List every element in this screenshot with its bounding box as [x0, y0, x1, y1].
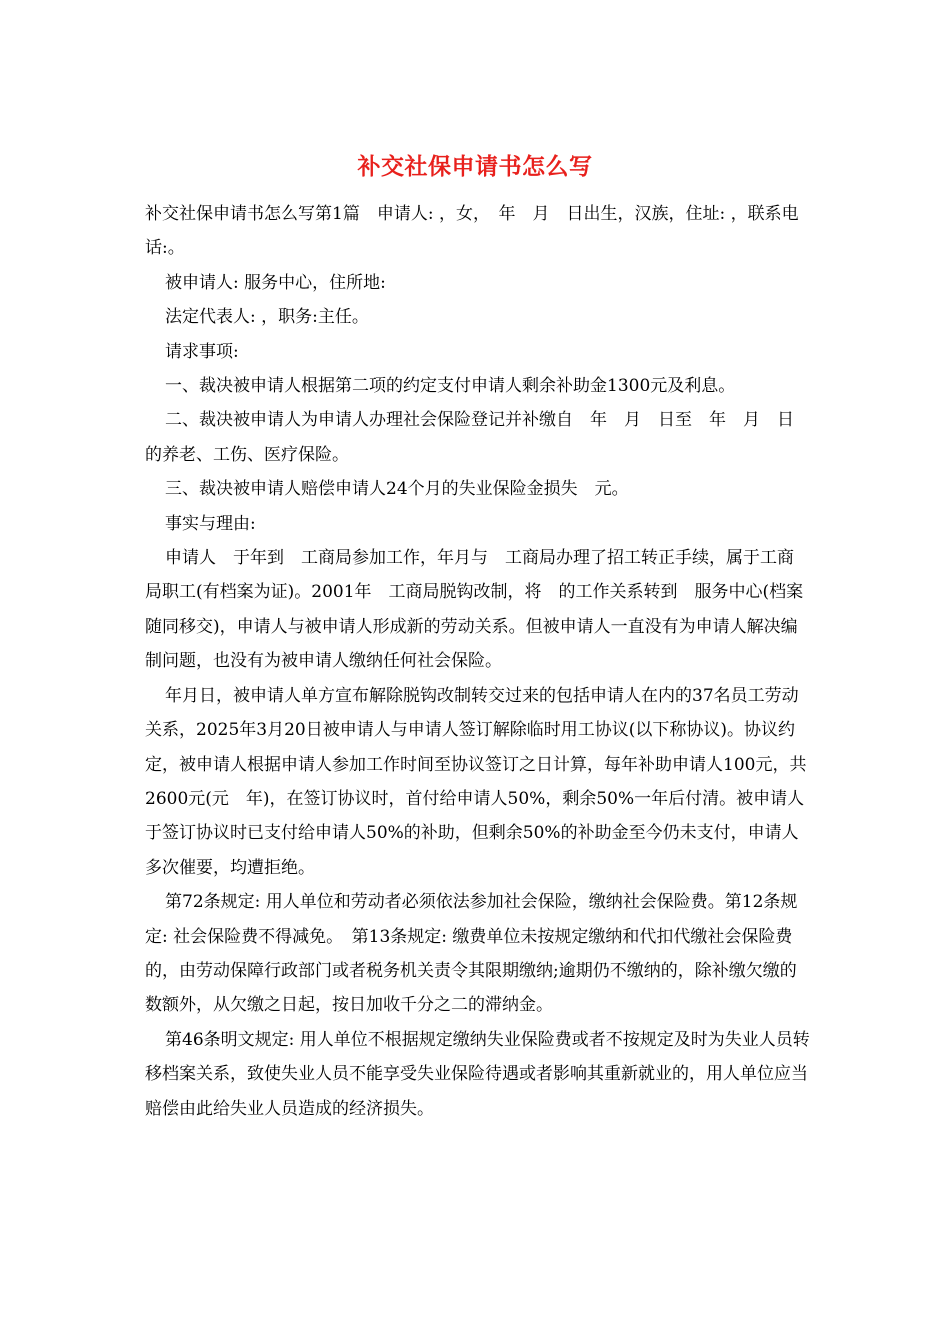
- paragraph-claim-1: 一、裁决被申请人根据第二项的约定支付申请人剩余补助金1300元及利息。: [165, 376, 736, 397]
- paragraph-facts-1: 申请人 于年到 工商局参加工作，年月与 工商局办理了招工转正手续，属于工商局职工(有档案为证)。2001年 工商局脱钩改制，将 的工作关系转到 服务中心(档案随同移交)，申请人与被申请人形成新的劳动关系。但被申请人一直没有为申请人解决编制问题，也没有为被申请人缴纳任何社会保险。: [145, 548, 804, 672]
- paragraph-intro: 补交社保申请书怎么写第1篇 申请人: ，女， 年 月 日出生，汉族，住址: ，联系电话:。: [145, 204, 799, 259]
- paragraph-legal-representative: 法定代表人: ，职务:主任。: [165, 307, 369, 328]
- paragraph-claim-3: 三、裁决被申请人赔偿申请人24个月的失业保险金损失 元。: [165, 479, 629, 500]
- paragraph-law-46: 第46条明文规定: 用人单位不根据规定缴纳失业保险费或者不按规定及时为失业人员转移档案关系，致使失业人员不能享受失业保险待遇或者影响其重新就业的，用人单位应当赔偿由此给失业人员造成的经济损失。: [145, 1029, 810, 1119]
- paragraph-law-72: 第72条规定: 用人单位和劳动者必须依法参加社会保险，缴纳社会保险费。第12条规定: 社会保险费不得减免。 第13条规定: 缴费单位未按规定缴纳和代扣代缴社会保险费的，由劳动保障行政部门或者税务机关责令其限期缴纳;逾期仍不缴纳的，除补缴欠缴的数额外，从欠缴之日起，按日加收千分之二的滞纳金。: [145, 892, 798, 1016]
- paragraph-respondent: 被申请人: 服务中心，住所地:: [165, 272, 386, 293]
- document-body: [145, 197, 810, 1126]
- paragraph-claims-heading: 请求事项:: [165, 341, 239, 362]
- paragraph-facts-2: 年月日，被申请人单方宣布解除脱钩改制转交过来的包括申请人在内的37名员工劳动关系，2025年3月20日被申请人与申请人签订解除临时用工协议(以下称协议)。协议约定，被申请人根据申请人参加工作时间至协议签订之日计算，每年补助申请人100元，共2600元(元 年)，在签订协议时，首付给申请人50%，剩余50%一年后付清。被申请人于签订协议时已支付给申请人50%的补助，但剩余50%的补助金至今仍未支付，申请人多次催要，均遭拒绝。: [145, 685, 807, 878]
- paragraph-facts-heading: 事实与理由:: [165, 513, 256, 534]
- document-title: 补交社保申请书怎么写: [357, 153, 593, 180]
- paragraph-claim-2: 二、裁决被申请人为申请人办理社会保险登记并补缴自 年 月 日至 年 月 日的养老、工伤、医疗保险。: [145, 410, 794, 465]
